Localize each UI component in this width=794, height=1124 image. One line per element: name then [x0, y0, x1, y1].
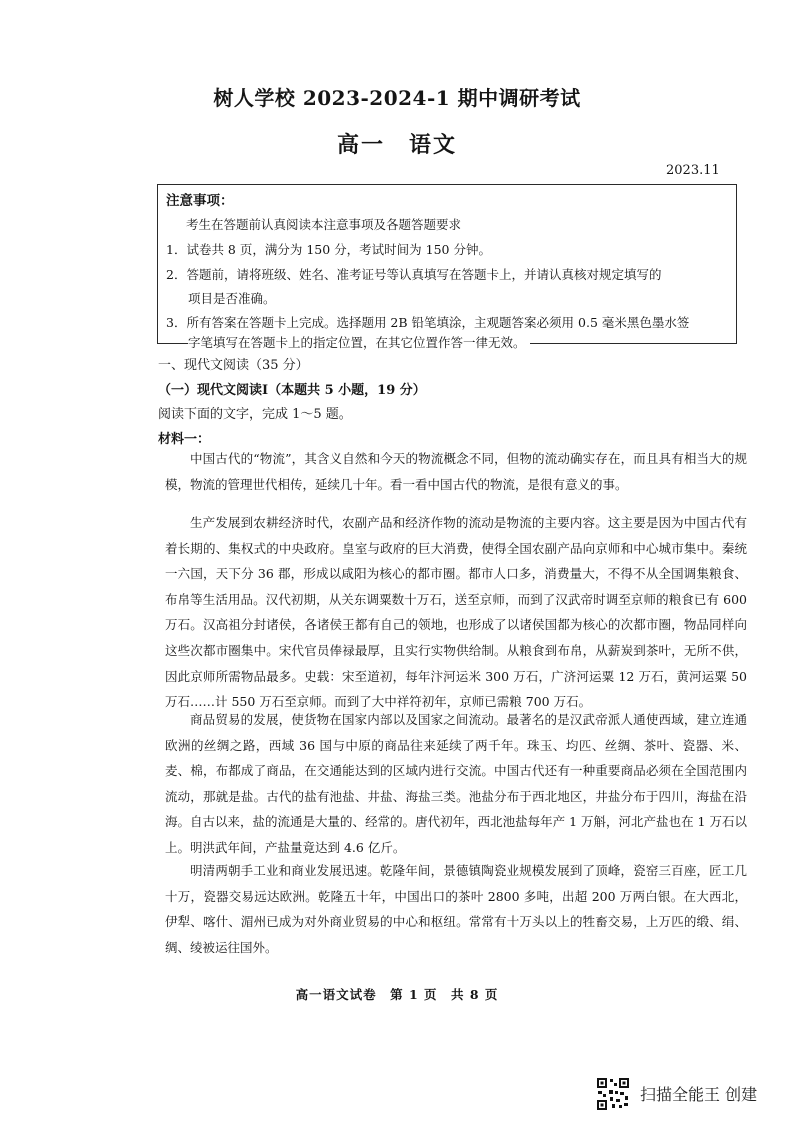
- scanner-watermark: 扫描全能王 创建: [640, 1085, 758, 1104]
- qr-code-icon: [596, 1077, 630, 1111]
- notice-item: 1．试卷共 8 页，满分为 150 分，考试时间为 150 分钟。: [166, 242, 491, 257]
- paragraph: 中国古代的“物流”，其含义自然和今天的物流概念不同，但物的流动确实存在，而且具有相当大的规模，物流的管理世代相传，延续几十年。看一看中国古代的物流，是很有意义的事。: [165, 451, 747, 492]
- paragraph: 商品贸易的发展，使货物在国家内部以及国家之间流动。最著名的是汉武帝派人通使西域，建立连通欧洲的丝绸之路，西域 36 国与中原的商品往来延续了两千年。珠玉、均匹、丝绸、茶叶、瓷器、米、麦、棉，布都成了商品，在交通能达到的区域内进行交流。中国古代还有一种重要商品必须在全国范围内流动，那就是盐。古代的盐有池盐、井盐、海盐三类。池盐分布于西北地区，井盐分布于四川，海盐在沿海。自古以来，盐的流通是大量的、经常的。唐代初年，西北池盐每年产 1 万斛，河北产盐也在 1 万石以上。明洪武年间，产盐量竟达到 4.6 亿斤。: [165, 712, 747, 855]
- exam-date: 2023.11: [666, 163, 720, 178]
- section-heading: 一、现代文阅读（35 分）: [158, 358, 309, 373]
- reading-instruction: 阅读下面的文字，完成 1～5 题。: [158, 407, 352, 422]
- page-footer: 高一语文试卷 第 1 页 共 8 页: [295, 987, 499, 1002]
- exam-subtitle: 高一 语文: [336, 132, 457, 158]
- material-label: 材料一：: [158, 432, 211, 447]
- notice-item: 2．答题前，请将班级、姓名、准考证号等认真填写在答题卡上，并请认真核对规定填写的: [166, 267, 662, 282]
- notice-title: 注意事项：: [166, 193, 234, 209]
- notice-item: 3．所有答案在答题卡上完成。选择题用 2B 铅笔填涂，主观题答案必须用 0.5 毫米黑色墨水签: [166, 315, 690, 330]
- notice-item: 项目是否准确。: [188, 291, 276, 306]
- notice-box: [157, 184, 737, 350]
- notice-item: 字笔填写在答题卡上的指定位置，在其它位置作答一律无效。: [188, 333, 530, 351]
- paragraph: 生产发展到农耕经济时代，农副产品和经济作物的流动是物流的主要内容。这主要是因为中国古代有着长期的、集权式的中央政府。皇室与政府的巨大消费，使得全国农副产品向京师和中心城市集中。秦统一六国，天下分 36 郡，形成以咸阳为核心的都市圈。都市人口多，消费量大，不得不从全国调集粮食、布帛等生活用品。汉代初期，从关东调粟数十万石，送至京师，而到了汉武帝时调至京师的粮食已有 600 万石。汉高祖分封诸侯，各诸侯王都有自己的领地，也形成了以诸侯国都为核心的次都市圈，物品同样向这些次都市圈集中。宋代官员俸禄最厚，且实行实物供给制。从粮食到布帛，从薪炭到茶叶，无所不供，因此京师所需物品最多。史载：宋至道初，每年汴河运米 300 万石，广济河运粟 12 万石，黄河运粟 50 万石……计 550 万石至京师。而到了大中祥符初年，京师已需粮 700 万石。: [165, 515, 747, 710]
- exam-title: 树人学校 2023-2024-1 期中调研考试: [213, 86, 581, 110]
- paragraph: 明清两朝手工业和商业发展迅速。乾隆年间，景德镇陶瓷业规模发展到了顶峰，瓷窑三百座，匠工几十万，瓷器交易远达欧洲。乾隆五十年，中国出口的茶叶 2800 多吨，出超 200 万两白银。在大西北，伊犁、喀什、湄州已成为对外商业贸易的中心和枢纽。常常有十万头以上的牲畜交易，上万匹的缎、绢、绸、绫被运往国外。: [165, 863, 747, 955]
- section-subheading: （一）现代文阅读Ⅰ（本题共 5 小题，19 分）: [158, 383, 426, 398]
- notice-intro: 考生在答题前认真阅读本注意事项及各题答题要求: [186, 217, 462, 232]
